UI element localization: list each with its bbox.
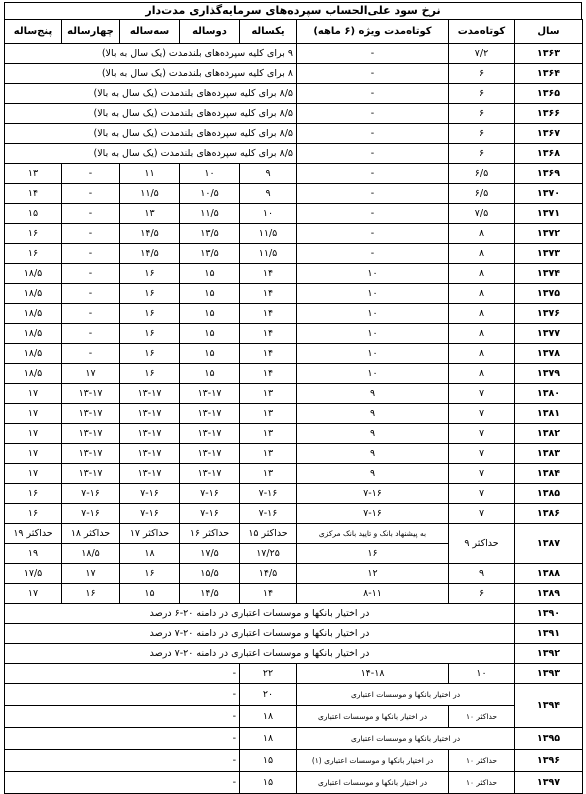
header-five-year: پنج‌ساله [5,20,62,44]
table-row [5,644,583,664]
four-year-cell: - [62,244,120,264]
five-year-cell: ۱۶ [5,224,62,244]
five-year-cell: حداکثر ۱۹ [5,524,62,544]
special-cell: ۱۰ [297,284,449,304]
short-term-cell: ۱۰ [449,664,515,684]
rest-cell: - [5,772,240,794]
one-year-cell: ۱۱/۵ [240,224,297,244]
year-cell: ۱۳۹۷ [515,772,583,794]
three-year-cell: ۱۶ [120,324,180,344]
three-year-cell: ۱۶ [120,304,180,324]
table-row [5,44,583,64]
one-year-cell: ۱۳ [240,384,297,404]
special-cell: ۹ [297,464,449,484]
three-year-cell: ۱۳-۱۷ [120,464,180,484]
long-term-note-cell: ۸/۵ برای کلیه سپرده‌های بلندمدت (یک سال به بالا) [5,104,297,124]
short-term-cell: ۷ [449,424,515,444]
two-year-cell: ۱۷/۵ [180,544,240,564]
four-year-cell: حداکثر ۱۸ [62,524,120,544]
one-year-cell: ۱۴ [240,264,297,284]
five-year-cell: ۱۸/۵ [5,264,62,284]
special-cell: - [297,124,449,144]
three-year-cell: ۱۶ [120,564,180,584]
two-year-cell: ۱۳-۱۷ [180,424,240,444]
five-year-cell: ۱۷ [5,404,62,424]
five-year-cell: ۱۶ [5,244,62,264]
four-year-cell: ۱۳-۱۷ [62,464,120,484]
header-short-term: کوتاه‌مدت [449,20,515,44]
year-cell: ۱۳۹۱ [515,624,583,644]
four-year-cell: - [62,284,120,304]
short-term-cell: حداکثر ۹ [449,524,515,564]
table-row [5,144,583,164]
two-year-cell: ۱۴/۵ [180,584,240,604]
year-cell: ۱۳۸۳ [515,444,583,464]
year-cell: ۱۳۸۷ [515,524,583,564]
short-term-cell: ۷ [449,464,515,484]
four-year-cell: ۱۷ [62,564,120,584]
header-three-year: سه‌ساله [120,20,180,44]
four-year-cell: ۱۳-۱۷ [62,404,120,424]
five-year-cell: ۱۸/۵ [5,344,62,364]
table-row [5,706,583,728]
year-cell: ۱۳۹۲ [515,644,583,664]
two-year-cell: ۱۳-۱۷ [180,384,240,404]
five-year-cell: ۱۷ [5,444,62,464]
one-year-cell: ۱۴ [240,284,297,304]
short-term-cell: حداکثر ۱۰ [449,772,515,794]
short-term-cell: حداکثر ۱۰ [449,750,515,772]
three-year-cell: ۱۸ [120,544,180,564]
five-year-cell: ۱۴ [5,184,62,204]
four-year-cell: ۱۷ [62,364,120,384]
year-cell: ۱۳۸۴ [515,464,583,484]
short-term-cell: ۷ [449,484,515,504]
header-row [5,20,583,44]
special-cell: ۹ [297,384,449,404]
four-year-cell: - [62,184,120,204]
one-year-cell: ۱۷/۲۵ [240,544,297,564]
one-year-cell: ۱۸ [240,706,297,728]
table-row [5,584,583,604]
two-year-cell: ۱۳-۱۷ [180,464,240,484]
special-cell: ۹ [297,424,449,444]
three-year-cell: ۱۶ [120,284,180,304]
table-row [5,264,583,284]
three-year-cell: ۱۳ [120,204,180,224]
two-year-cell: ۱۵ [180,284,240,304]
five-year-cell: ۱۸/۵ [5,364,62,384]
three-year-cell: ۱۵ [120,584,180,604]
five-year-cell: ۱۹ [5,544,62,564]
short-term-cell: ۷ [449,384,515,404]
three-year-cell: ۱۳-۱۷ [120,384,180,404]
one-year-cell: ۱۴ [240,304,297,324]
table-row [5,604,583,624]
one-year-cell: ۱۰ [240,204,297,224]
short-term-cell: حداکثر ۱۰ [449,706,515,728]
table-row [5,224,583,244]
table-row [5,728,583,750]
year-cell: ۱۳۷۴ [515,264,583,284]
special-cell: ۷-۱۶ [297,484,449,504]
three-year-cell: ۱۳-۱۷ [120,424,180,444]
special-cell: ۱۰ [297,304,449,324]
two-year-cell: ۱۵ [180,304,240,324]
table-row [5,464,583,484]
four-year-cell: ۱۸/۵ [62,544,120,564]
special-cell: در اختیار بانکها و موسسات اعتباری [297,684,515,706]
rest-cell: - [5,664,240,684]
short-term-cell: ۶ [449,124,515,144]
header-two-year: دوساله [180,20,240,44]
special-cell: - [297,224,449,244]
one-year-cell: ۱۴ [240,364,297,384]
short-term-cell: ۷/۲ [449,44,515,64]
year-cell: ۱۳۶۸ [515,144,583,164]
two-year-cell: ۱۳-۱۷ [180,404,240,424]
five-year-cell: ۱۸/۵ [5,284,62,304]
special-cell: ۱۲ [297,564,449,584]
two-year-cell: ۱۵ [180,264,240,284]
year-cell: ۱۳۶۷ [515,124,583,144]
one-year-cell: ۱۴/۵ [240,564,297,584]
year-cell: ۱۳۶۵ [515,84,583,104]
special-cell: در اختیار بانکها و موسسات اعتباری [297,772,449,794]
note-cell: در اختیار بانکها و موسسات اعتباری در دامنه ۲۰-۶ درصد [5,604,515,624]
short-term-cell: ۷/۵ [449,204,515,224]
five-year-cell: ۱۵ [5,204,62,224]
table-row [5,404,583,424]
table-row [5,104,583,124]
year-cell: ۱۳۹۰ [515,604,583,624]
rest-cell: - [5,706,240,728]
one-year-cell: ۱۳ [240,464,297,484]
year-cell: ۱۳۶۴ [515,64,583,84]
short-term-cell: ۷ [449,504,515,524]
short-term-cell: ۶ [449,104,515,124]
special-cell: ۱۰ [297,264,449,284]
rest-cell: - [5,684,240,706]
rest-cell: - [5,750,240,772]
short-term-cell: ۶ [449,64,515,84]
short-term-cell: ۹ [449,564,515,584]
year-cell: ۱۳۶۳ [515,44,583,64]
five-year-cell: ۱۸/۵ [5,304,62,324]
table-row [5,772,583,794]
two-year-cell: ۱۰/۵ [180,184,240,204]
special-cell: ۱۴-۱۸ [297,664,449,684]
special-cell: ۱۰ [297,364,449,384]
one-year-cell: ۷-۱۶ [240,504,297,524]
four-year-cell: ۷-۱۶ [62,484,120,504]
year-cell: ۱۳۸۰ [515,384,583,404]
special-cell: - [297,84,449,104]
long-term-note-cell: ۸/۵ برای کلیه سپرده‌های بلندمدت (یک سال به بالا) [5,144,297,164]
special-cell: - [297,144,449,164]
short-term-cell: ۸ [449,324,515,344]
one-year-cell: حداکثر ۱۵ [240,524,297,544]
four-year-cell: - [62,204,120,224]
short-term-cell: ۶ [449,584,515,604]
year-cell: ۱۳۷۶ [515,304,583,324]
five-year-cell: ۱۳ [5,164,62,184]
special-cell: - [297,64,449,84]
five-year-cell: ۱۷ [5,384,62,404]
table-row [5,124,583,144]
four-year-cell: - [62,264,120,284]
table-row [5,64,583,84]
table-row [5,684,583,706]
four-year-cell: - [62,344,120,364]
three-year-cell: ۱۱ [120,164,180,184]
table-row [5,284,583,304]
note-cell: در اختیار بانکها و موسسات اعتباری در دامنه ۲۰-۷ درصد [5,624,515,644]
three-year-cell: ۱۳-۱۷ [120,444,180,464]
special-cell: - [297,184,449,204]
two-year-cell: ۷-۱۶ [180,504,240,524]
special-cell: ۸-۱۱ [297,584,449,604]
year-cell: ۱۳۷۰ [515,184,583,204]
special-cell: - [297,204,449,224]
special-cell: - [297,44,449,64]
table-row [5,364,583,384]
table-row [5,324,583,344]
table-row [5,624,583,644]
year-cell: ۱۳۹۳ [515,664,583,684]
one-year-cell: ۱۴ [240,584,297,604]
header-year: سال [515,20,583,44]
table-row [5,384,583,404]
short-term-cell: ۸ [449,264,515,284]
year-cell: ۱۳۷۹ [515,364,583,384]
table-row [5,304,583,324]
year-cell: ۱۳۷۳ [515,244,583,264]
special-cell: ۱۰ [297,324,449,344]
note-cell: در اختیار بانکها و موسسات اعتباری در دامنه ۲۰-۷ درصد [5,644,515,664]
three-year-cell: ۱۴/۵ [120,224,180,244]
special-cell: ۱۶ [297,544,449,564]
special-cell: در اختیار بانکها و موسسات اعتباری [297,728,515,750]
table-row [5,504,583,524]
year-cell: ۱۳۹۵ [515,728,583,750]
two-year-cell: حداکثر ۱۶ [180,524,240,544]
four-year-cell: - [62,164,120,184]
table-row [5,204,583,224]
rest-cell: - [5,728,240,750]
three-year-cell: ۱۳-۱۷ [120,404,180,424]
table-row [5,244,583,264]
special-cell: ۹ [297,444,449,464]
five-year-cell: ۱۷/۵ [5,564,62,584]
short-term-cell: ۸ [449,224,515,244]
year-cell: ۱۳۹۴ [515,684,583,728]
year-cell: ۱۳۷۱ [515,204,583,224]
year-cell: ۱۳۶۹ [515,164,583,184]
long-term-note-cell: ۸/۵ برای کلیه سپرده‌های بلندمدت (یک سال به بالا) [5,84,297,104]
table-row [5,84,583,104]
four-year-cell: - [62,324,120,344]
special-cell: در اختیار بانکها و موسسات اعتباری [297,706,449,728]
table-row [5,424,583,444]
one-year-cell: ۱۱/۵ [240,244,297,264]
three-year-cell: ۷-۱۶ [120,484,180,504]
short-term-cell: ۸ [449,344,515,364]
special-cell: ۷-۱۶ [297,504,449,524]
year-cell: ۱۳۷۵ [515,284,583,304]
five-year-cell: ۱۷ [5,584,62,604]
four-year-cell: ۱۶ [62,584,120,604]
four-year-cell: ۱۳-۱۷ [62,384,120,404]
table-row [5,184,583,204]
special-cell: - [297,104,449,124]
year-cell: ۱۳۹۶ [515,750,583,772]
four-year-cell: - [62,224,120,244]
two-year-cell: ۱۰ [180,164,240,184]
two-year-cell: ۱۳/۵ [180,244,240,264]
interest-rate-table [4,19,583,794]
two-year-cell: ۱۳-۱۷ [180,444,240,464]
short-term-cell: ۷ [449,444,515,464]
two-year-cell: ۱۵ [180,324,240,344]
table-row [5,524,583,544]
two-year-cell: ۱۱/۵ [180,204,240,224]
header-four-year: چهارساله [62,20,120,44]
two-year-cell: ۱۳/۵ [180,224,240,244]
one-year-cell: ۲۲ [240,664,297,684]
short-term-cell: ۸ [449,304,515,324]
one-year-cell: ۱۵ [240,772,297,794]
five-year-cell: ۱۷ [5,464,62,484]
special-cell: - [297,164,449,184]
three-year-cell: ۱۴/۵ [120,244,180,264]
short-term-cell: ۸ [449,244,515,264]
one-year-cell: ۱۳ [240,444,297,464]
one-year-cell: ۲۰ [240,684,297,706]
year-cell: ۱۳۶۶ [515,104,583,124]
short-term-cell: ۸ [449,284,515,304]
special-cell: در اختیار بانکها و موسسات اعتباری (۱) [297,750,449,772]
special-cell: ۹ [297,404,449,424]
short-term-cell: ۸ [449,364,515,384]
three-year-cell: ۱۶ [120,344,180,364]
table-row [5,484,583,504]
year-cell: ۱۳۸۶ [515,504,583,524]
long-term-note-cell: ۹ برای کلیه سپرده‌های بلندمدت (یک سال به بالا) [5,44,297,64]
year-cell: ۱۳۷۲ [515,224,583,244]
one-year-cell: ۱۵ [240,750,297,772]
table-row [5,444,583,464]
year-cell: ۱۳۷۷ [515,324,583,344]
two-year-cell: ۱۵ [180,344,240,364]
three-year-cell: ۷-۱۶ [120,504,180,524]
one-year-cell: ۷-۱۶ [240,484,297,504]
five-year-cell: ۱۷ [5,424,62,444]
five-year-cell: ۱۶ [5,484,62,504]
three-year-cell: ۱۱/۵ [120,184,180,204]
table-row [5,750,583,772]
five-year-cell: ۱۸/۵ [5,324,62,344]
one-year-cell: ۱۳ [240,424,297,444]
one-year-cell: ۹ [240,164,297,184]
two-year-cell: ۱۵ [180,364,240,384]
short-term-cell: ۶ [449,144,515,164]
four-year-cell: ۷-۱۶ [62,504,120,524]
long-term-note-cell: ۸/۵ برای کلیه سپرده‌های بلندمدت (یک سال به بالا) [5,124,297,144]
table-row [5,564,583,584]
table-row [5,664,583,684]
special-cell: ۱۰ [297,344,449,364]
two-year-cell: ۷-۱۶ [180,484,240,504]
four-year-cell: ۱۳-۱۷ [62,424,120,444]
header-special-short-term: کوتاه‌مدت ویژه (۶ ماهه) [297,20,449,44]
year-cell: ۱۳۸۱ [515,404,583,424]
four-year-cell: - [62,304,120,324]
header-one-year: یکساله [240,20,297,44]
year-cell: ۱۳۸۵ [515,484,583,504]
two-year-cell: ۱۵/۵ [180,564,240,584]
long-term-note-cell: ۸ برای کلیه سپرده‌های بلندمدت (یک سال به بالا) [5,64,297,84]
year-cell: ۱۳۷۸ [515,344,583,364]
special-cell: - [297,244,449,264]
table-row [5,164,583,184]
five-year-cell: ۱۶ [5,504,62,524]
table-title: نرخ سود علی‌الحساب سپرده‌های سرمایه‌گذاری مدت‌دار [4,2,582,19]
three-year-cell: حداکثر ۱۷ [120,524,180,544]
special-cell: به پیشنهاد بانک و تایید بانک مرکزی [297,524,449,544]
short-term-cell: ۷ [449,404,515,424]
short-term-cell: ۶/۵ [449,164,515,184]
one-year-cell: ۱۸ [240,728,297,750]
short-term-cell: ۶ [449,84,515,104]
one-year-cell: ۱۳ [240,404,297,424]
one-year-cell: ۱۴ [240,344,297,364]
year-cell: ۱۳۸۸ [515,564,583,584]
year-cell: ۱۳۸۲ [515,424,583,444]
four-year-cell: ۱۳-۱۷ [62,444,120,464]
table-row [5,344,583,364]
short-term-cell: ۶/۵ [449,184,515,204]
one-year-cell: ۹ [240,184,297,204]
three-year-cell: ۱۶ [120,364,180,384]
three-year-cell: ۱۶ [120,264,180,284]
year-cell: ۱۳۸۹ [515,584,583,604]
one-year-cell: ۱۴ [240,324,297,344]
